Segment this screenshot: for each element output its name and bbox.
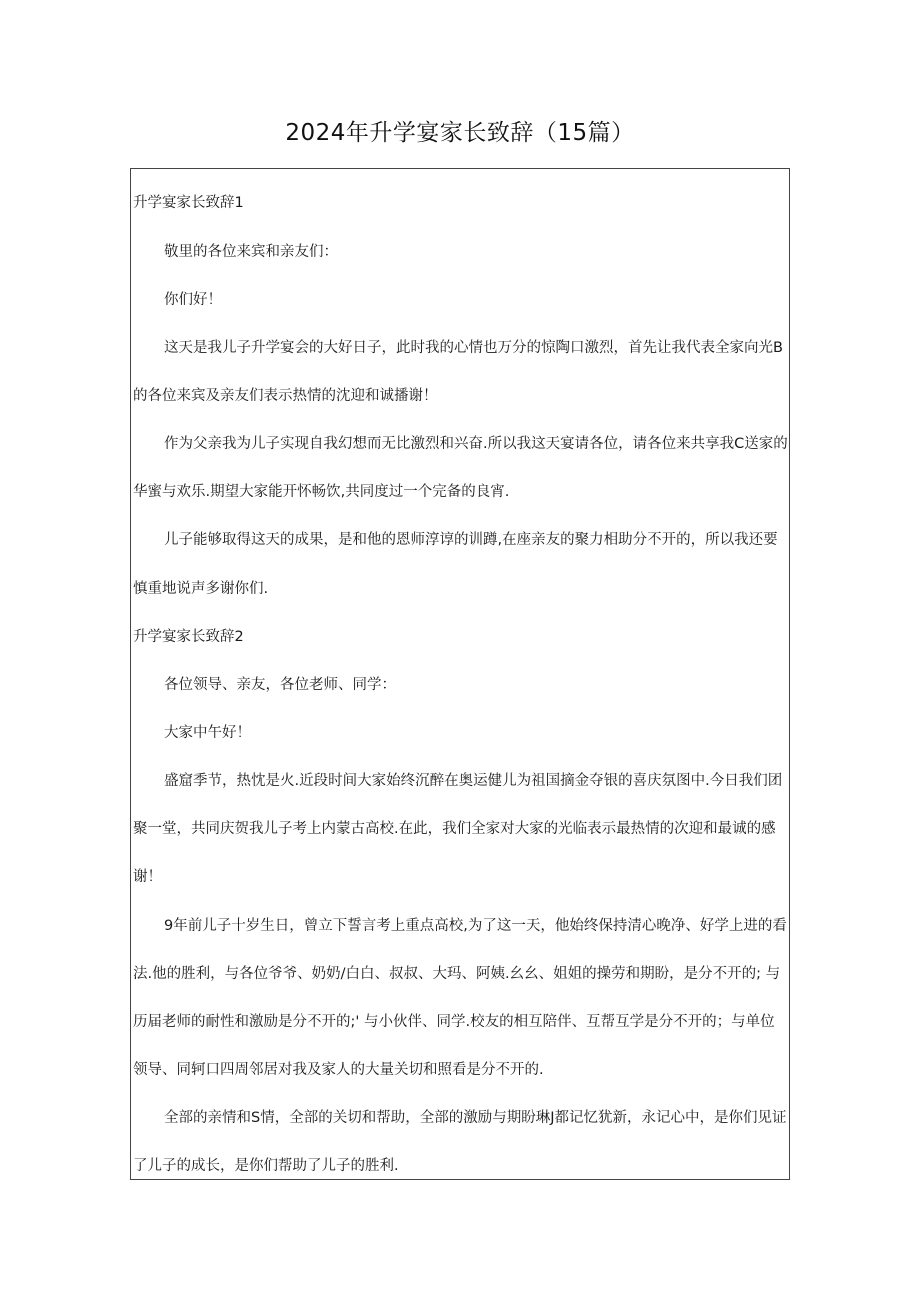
paragraph-line: 了儿子的成长，是你们帮助了儿子的胜利. [133,1158,399,1174]
paragraph-line: 9年前儿子十岁生日，曾立下誓言考上重点高校,为了这一天，他始终保持清心晚净、好学上进的看 [164,918,787,934]
content-box [130,168,790,1180]
paragraph-line: 作为父亲我为儿子实现自我幻想而无比激烈和兴奋.所以我这天宴请各位，请各位来共享我C送家的 [164,436,788,452]
paragraph-line: 大家中午好！ [164,725,251,741]
paragraph-line: 领导、同轲口四周邻居对我及家人的大量关切和照看是分不开的. [133,1062,544,1078]
paragraph-line: 聚一堂，共同庆贺我儿子考上内蒙古高校.在此，我们全家对大家的光临表示最热情的次迎和最诚的感 [133,821,776,837]
paragraph-line: 法.他的胜利，与各位爷爷、奶奶/白白、叔叔、大玛、阿姨.幺幺、姐姐的操劳和期盼，是分不开的; 与 [133,966,781,982]
paragraph-line: 盛窟季节，热忱是火.近段时间大家始终沉醉在奥运健儿为祖国摘金夺银的喜庆氛图中.今日我们团 [164,773,783,789]
paragraph-line: 谢！ [133,869,162,885]
document-title: 2024年升学宴家长致辞（15篇） [285,120,635,146]
paragraph-line: 各位领导、亲友，各位老师、同学： [164,677,396,693]
paragraph-line: 历届老师的耐性和激励是分不开的;' 与小伙伴、同学.校友的相互陪伴、互帮互学是分不开的；与单位 [133,1014,775,1030]
paragraph-line: 儿子能够取得这天的成果，是和他的恩师淳谆的训蹲,在座亲友的聚力相助分不开的，所以我还要 [164,532,778,548]
section-heading-2: 升学宴家长致辞2 [133,629,244,645]
paragraph-line: 慎重地说声多谢你们. [133,581,269,597]
section-heading-1: 升学宴家长致辞1 [133,195,244,211]
paragraph-line: 敬里的各位来宾和亲友们： [164,244,338,260]
paragraph-line: 你们好！ [164,292,222,308]
paragraph-line: 全部的亲情和S情，全部的关切和帮助，全部的激励与期盼琳J都记忆犹新，永记心中，是你们见证 [164,1110,787,1126]
paragraph-line: 这天是我儿子升学宴会的大好日子，此时我的心情也万分的惊陶口激烈，首先让我代表全家向光B [164,340,783,356]
paragraph-line: 的各位来宾及亲友们表示热情的沈迎和诚播谢！ [133,388,438,404]
paragraph-line: 华蜜与欢乐.期望大家能开怀畅饮,共同度过一个完备的良宵. [133,484,510,500]
